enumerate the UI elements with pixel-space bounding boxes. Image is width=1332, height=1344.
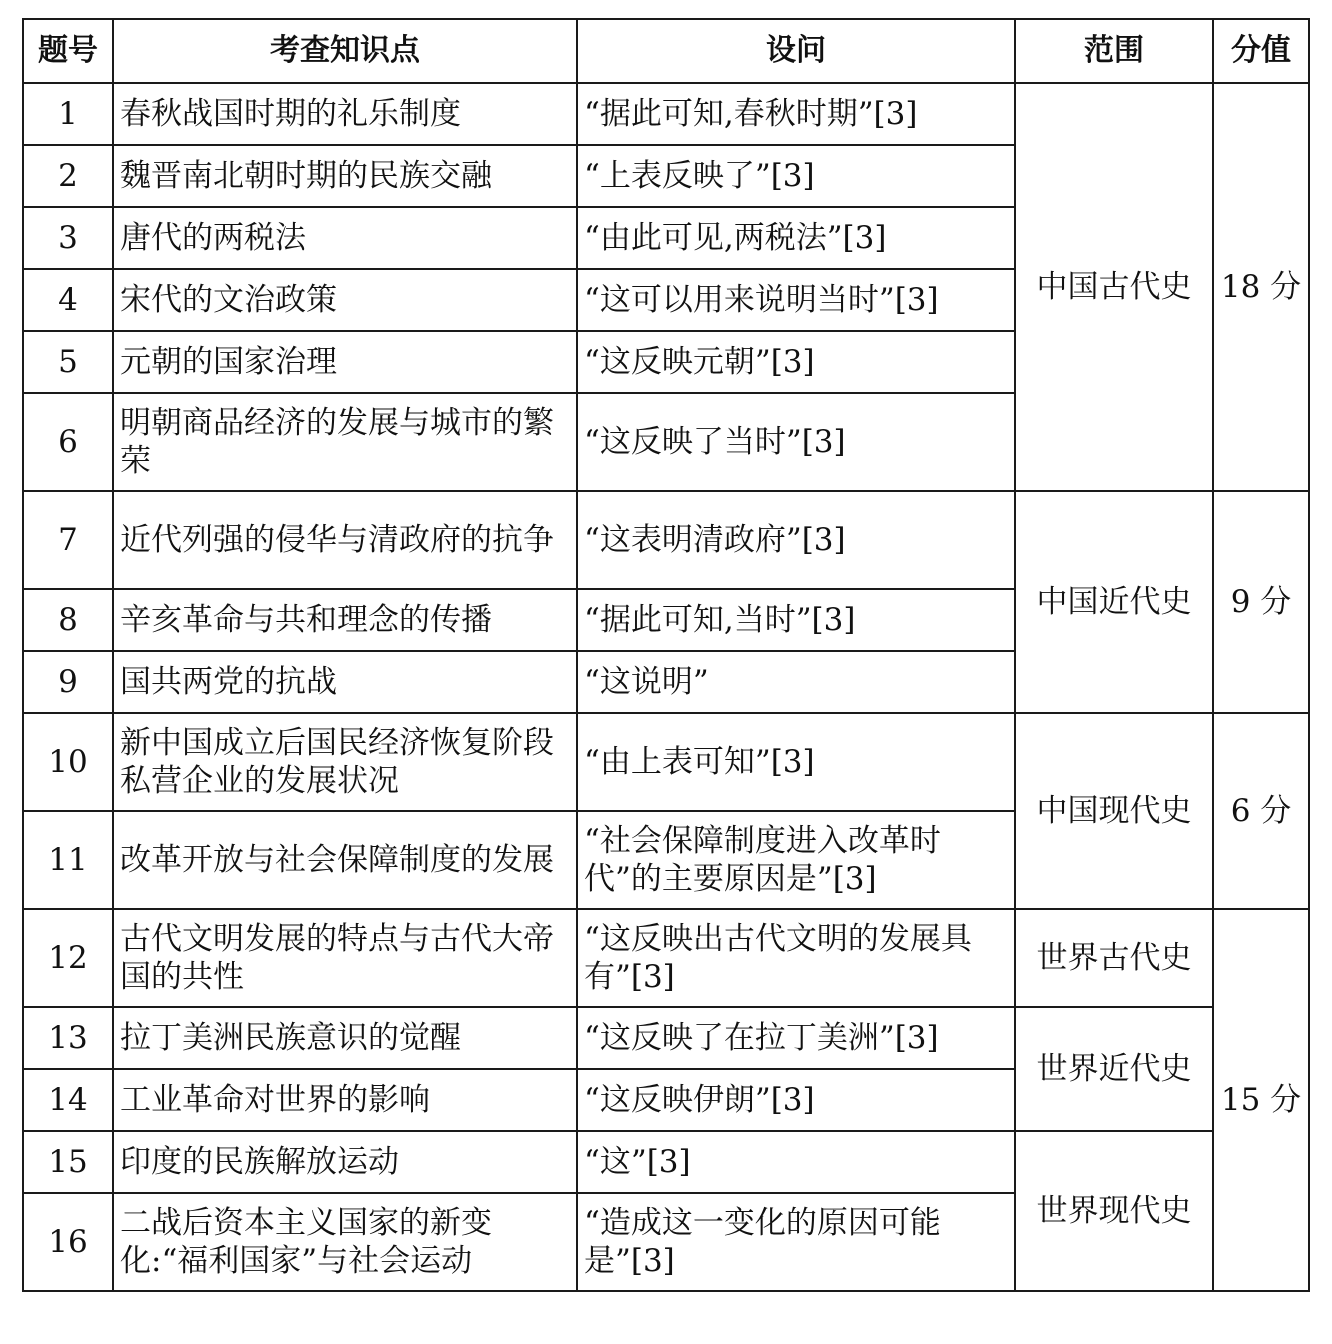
- question-number: 9: [23, 651, 113, 713]
- knowledge-point: 唐代的两税法: [113, 207, 577, 269]
- question-number: 7: [23, 491, 113, 589]
- question-number: 10: [23, 713, 113, 811]
- knowledge-point: 国共两党的抗战: [113, 651, 577, 713]
- scope-cell: 世界近代史: [1015, 1007, 1213, 1131]
- scope-cell: 中国古代史: [1015, 83, 1213, 491]
- header-question-number: 题号: [23, 19, 113, 83]
- question-prompt: “这反映伊朗”[3]: [577, 1069, 1015, 1131]
- table-row: [23, 491, 1309, 589]
- question-number: 12: [23, 909, 113, 1007]
- knowledge-point: 新中国成立后国民经济恢复阶段私营企业的发展状况: [113, 713, 577, 811]
- scope-cell: 世界现代史: [1015, 1131, 1213, 1291]
- knowledge-point: 古代文明发展的特点与古代大帝国的共性: [113, 909, 577, 1007]
- question-prompt: “由此可见,两税法”[3]: [577, 207, 1015, 269]
- score-cell: 15 分: [1213, 909, 1309, 1291]
- question-prompt: “这反映元朝”[3]: [577, 331, 1015, 393]
- table-row: [23, 713, 1309, 811]
- question-prompt: “造成这一变化的原因可能是”[3]: [577, 1193, 1015, 1291]
- knowledge-point: 工业革命对世界的影响: [113, 1069, 577, 1131]
- question-prompt: “这反映了在拉丁美洲”[3]: [577, 1007, 1015, 1069]
- knowledge-point: 宋代的文治政策: [113, 269, 577, 331]
- knowledge-point: 辛亥革命与共和理念的传播: [113, 589, 577, 651]
- question-number: 6: [23, 393, 113, 491]
- question-number: 4: [23, 269, 113, 331]
- scope-cell: 中国现代史: [1015, 713, 1213, 909]
- table-row: [23, 909, 1309, 1007]
- document-page: [22, 18, 1310, 1292]
- question-prompt: “社会保障制度进入改革时代”的主要原因是”[3]: [577, 811, 1015, 909]
- exam-analysis-table: [22, 18, 1310, 1292]
- question-prompt: “据此可知,当时”[3]: [577, 589, 1015, 651]
- header-scope: 范围: [1015, 19, 1213, 83]
- header-row: [23, 19, 1309, 83]
- question-prompt: “这表明清政府”[3]: [577, 491, 1015, 589]
- question-prompt: “这反映出古代文明的发展具有”[3]: [577, 909, 1015, 1007]
- question-number: 5: [23, 331, 113, 393]
- score-cell: 9 分: [1213, 491, 1309, 713]
- knowledge-point: 拉丁美洲民族意识的觉醒: [113, 1007, 577, 1069]
- table-row: [23, 83, 1309, 145]
- question-number: 14: [23, 1069, 113, 1131]
- scope-cell: 世界古代史: [1015, 909, 1213, 1007]
- question-number: 15: [23, 1131, 113, 1193]
- knowledge-point: 改革开放与社会保障制度的发展: [113, 811, 577, 909]
- question-prompt: “这反映了当时”[3]: [577, 393, 1015, 491]
- header-score: 分值: [1213, 19, 1309, 83]
- question-prompt: “上表反映了”[3]: [577, 145, 1015, 207]
- question-prompt: “这说明”: [577, 651, 1015, 713]
- knowledge-point: 印度的民族解放运动: [113, 1131, 577, 1193]
- header-question-prompt: 设问: [577, 19, 1015, 83]
- question-number: 16: [23, 1193, 113, 1291]
- question-prompt: “由上表可知”[3]: [577, 713, 1015, 811]
- knowledge-point: 二战后资本主义国家的新变化:“福利国家”与社会运动: [113, 1193, 577, 1291]
- knowledge-point: 元朝的国家治理: [113, 331, 577, 393]
- question-number: 13: [23, 1007, 113, 1069]
- table-row: [23, 1007, 1309, 1069]
- question-number: 3: [23, 207, 113, 269]
- knowledge-point: 明朝商品经济的发展与城市的繁荣: [113, 393, 577, 491]
- question-number: 1: [23, 83, 113, 145]
- table-row: [23, 1131, 1309, 1193]
- score-cell: 6 分: [1213, 713, 1309, 909]
- scope-cell: 中国近代史: [1015, 491, 1213, 713]
- question-prompt: “这”[3]: [577, 1131, 1015, 1193]
- question-prompt: “据此可知,春秋时期”[3]: [577, 83, 1015, 145]
- question-number: 11: [23, 811, 113, 909]
- score-cell: 18 分: [1213, 83, 1309, 491]
- header-knowledge-point: 考查知识点: [113, 19, 577, 83]
- question-number: 8: [23, 589, 113, 651]
- knowledge-point: 春秋战国时期的礼乐制度: [113, 83, 577, 145]
- knowledge-point: 近代列强的侵华与清政府的抗争: [113, 491, 577, 589]
- knowledge-point: 魏晋南北朝时期的民族交融: [113, 145, 577, 207]
- question-number: 2: [23, 145, 113, 207]
- question-prompt: “这可以用来说明当时”[3]: [577, 269, 1015, 331]
